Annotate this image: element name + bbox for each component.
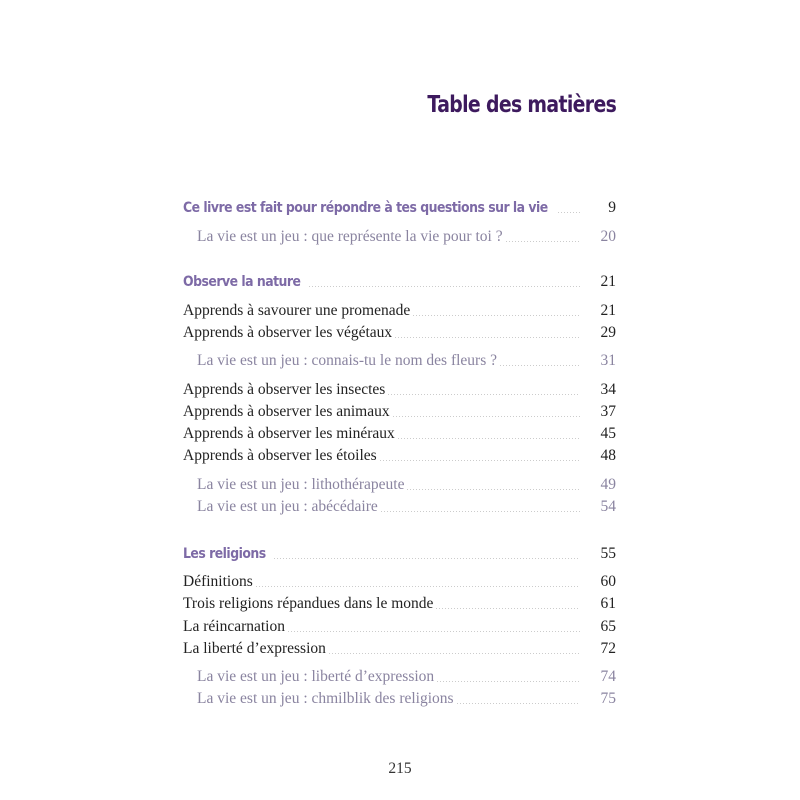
toc-entry-page: 9 [608, 199, 616, 216]
toc-entry-page: 49 [600, 476, 616, 493]
toc-entry-label: Les religions [183, 546, 266, 562]
dot-leader [379, 460, 580, 461]
toc-entry[interactable] [183, 593, 616, 615]
toc-section-entry[interactable] [183, 197, 616, 219]
toc-entry[interactable] [183, 322, 616, 344]
toc-game-entry[interactable] [197, 474, 616, 496]
page-number: 215 [388, 760, 412, 777]
toc-entry-page: 54 [600, 498, 616, 515]
dot-leader [273, 558, 580, 559]
toc-entry-label: Définitions [183, 573, 253, 590]
toc-entry[interactable] [183, 379, 616, 401]
dot-leader [499, 365, 580, 366]
toc-entry-page: 29 [600, 324, 616, 341]
toc-entry-label: La vie est un jeu : abécédaire [197, 498, 378, 515]
toc-entry-label: La liberté d’expression [183, 640, 326, 657]
toc-entry-page: 48 [600, 447, 616, 464]
toc-section-entry[interactable] [183, 271, 616, 293]
toc-entry-page: 74 [600, 668, 616, 685]
toc-entry-page: 34 [600, 381, 616, 398]
dot-leader [394, 337, 580, 338]
dot-leader [557, 212, 580, 213]
toc-game-entry[interactable] [197, 496, 616, 518]
dot-leader [412, 315, 580, 316]
dot-leader [436, 681, 580, 682]
toc-entry-page: 37 [600, 403, 616, 420]
toc-entry-page: 45 [600, 425, 616, 442]
toc-entry[interactable] [183, 300, 616, 322]
toc-game-entry[interactable] [197, 666, 616, 688]
toc-entry-page: 60 [600, 573, 616, 590]
toc-game-entry[interactable] [197, 226, 616, 248]
toc-entry-page: 65 [600, 618, 616, 635]
dot-leader [406, 489, 580, 490]
toc-entry-page: 55 [600, 545, 616, 562]
toc-entry-label: La réincarnation [183, 618, 285, 635]
toc-entry-page: 72 [600, 640, 616, 657]
toc-entry[interactable] [183, 401, 616, 423]
toc-entry-label: Apprends à observer les étoiles [183, 447, 377, 464]
toc-game-entry[interactable] [197, 350, 616, 372]
dot-leader [505, 241, 580, 242]
dot-leader [255, 586, 580, 587]
toc-entry[interactable] [183, 423, 616, 445]
toc-entry-page: 21 [600, 273, 616, 290]
toc-entry-page: 21 [600, 302, 616, 319]
toc-entry-label: Apprends à savourer une promenade [183, 302, 411, 319]
dot-leader [380, 511, 580, 512]
toc-entry-label: La vie est un jeu : liberté d’expression [197, 668, 435, 685]
toc-entry-label: La vie est un jeu : que représente la vie pour toi ? [197, 228, 503, 245]
toc-entry-label: Apprends à observer les végétaux [183, 324, 393, 341]
toc-game-entry[interactable] [197, 688, 616, 710]
toc-section-entry[interactable] [183, 543, 616, 565]
toc-entry-label: La vie est un jeu : connais-tu le nom des fleurs ? [197, 352, 498, 369]
toc-entry-label: La vie est un jeu : lithothérapeute [197, 476, 405, 493]
dot-leader [435, 608, 580, 609]
toc-entry-label: Observe la nature [183, 274, 301, 290]
dot-leader [328, 653, 580, 654]
page-title: Table des matières [427, 92, 616, 118]
toc-entry-label: Ce livre est fait pour répondre à tes questions sur la vie [183, 200, 548, 216]
toc-entry[interactable] [183, 571, 616, 593]
toc-entry-page: 20 [600, 228, 616, 245]
toc-entry-label: Apprends à observer les minéraux [183, 425, 395, 442]
dot-leader [387, 394, 580, 395]
toc-entry-label: Trois religions répandues dans le monde [183, 595, 434, 612]
dot-leader [392, 416, 580, 417]
toc-entry-page: 31 [600, 352, 616, 369]
toc-entry-label: Apprends à observer les animaux [183, 403, 390, 420]
toc-entry[interactable] [183, 616, 616, 638]
toc-entry-label: Apprends à observer les insectes [183, 381, 386, 398]
toc-entry-page: 75 [600, 690, 616, 707]
toc-entry[interactable] [183, 445, 616, 467]
dot-leader [287, 631, 580, 632]
dot-leader [456, 703, 580, 704]
dot-leader [397, 438, 580, 439]
dot-leader [308, 286, 580, 287]
toc-entry-page: 61 [600, 595, 616, 612]
toc-entry[interactable] [183, 638, 616, 660]
toc-entry-label: La vie est un jeu : chmilblik des religions [197, 690, 454, 707]
